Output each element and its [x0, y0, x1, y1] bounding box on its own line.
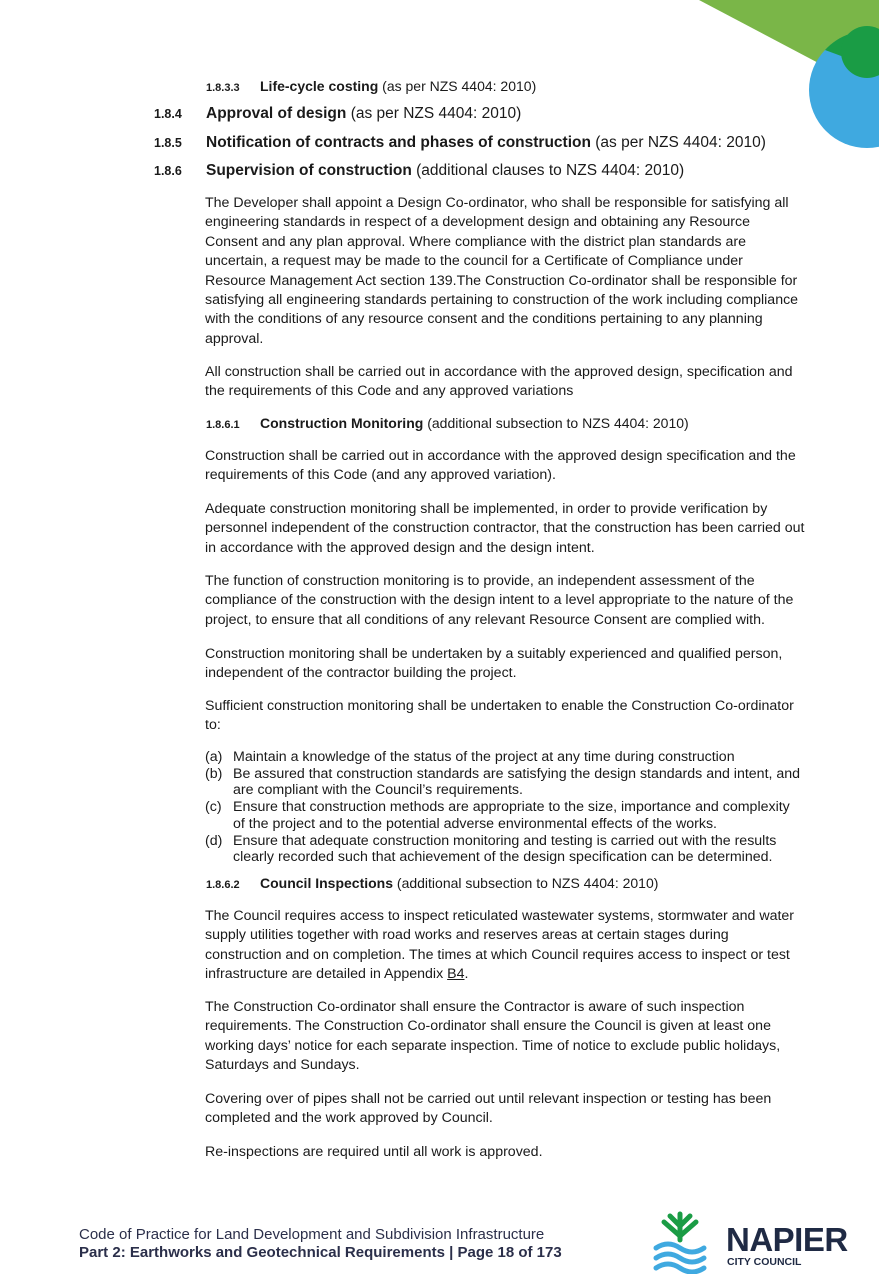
paragraph: Sufficient construction monitoring shall be undertaken to enable the Construction Co-ordinator to:	[205, 698, 794, 734]
paragraph-text: The Council requires access to inspect reticulated wastewater systems, stormwater and water supply utilities together with road works and reserves areas at certain stages during construction and on completion. The times at which Council requires access to inspect or test infrastructure are detailed in Appendix	[205, 908, 795, 983]
paragraph-text: .	[464, 966, 469, 983]
list-item	[205, 749, 805, 766]
list-label: (b)	[205, 765, 223, 782]
paragraph: Covering over of pipes shall not be carried out until relevant inspection or testing has been completed and the work approved by Council.	[205, 1091, 772, 1127]
paragraph: The Construction Co-ordinator shall ensure the Contractor is aware of such inspection requirements. The Construction Co-ordinator shall ensure the Council is given at least one working days’ notice for each separate inspection. Time of notice to exclude public holidays, Saturdays and Sundays.	[205, 999, 781, 1074]
heading-title: Council Inspections	[260, 875, 394, 891]
heading-1-8-4	[154, 105, 521, 123]
napier-fern-wave-icon	[650, 1208, 730, 1274]
list-text: Ensure that construction methods are appropriate to the size, importance and complexity of the project and to the potential adverse environmental effects of the works.	[233, 799, 790, 832]
footer-document-title: Code of Practice for Land Development and Subdivision Infrastructure	[79, 1226, 545, 1243]
heading-number: 1.8.6.1	[206, 419, 240, 431]
heading-title: Approval of design	[206, 105, 347, 122]
list-text: Ensure that adequate construction monitoring and testing is carried out with the results clearly recorded such that achievement of the design specification can be determined.	[233, 832, 777, 866]
footer-part-page: Part 2: Earthworks and Geotechnical Requirements | Page 18 of 173	[79, 1244, 562, 1261]
logo-subtitle: CITY COUNCIL	[727, 1256, 802, 1268]
list-label: (d)	[205, 832, 223, 849]
heading-title: Notification of contracts and phases of construction	[206, 134, 591, 151]
heading-title: Supervision of construction	[206, 162, 412, 179]
heading-number: 1.8.6	[154, 164, 182, 178]
paragraph: Construction shall be carried out in accordance with the approved design specification and the requirements of this Code (and any approved variation).	[205, 448, 796, 484]
heading-title: Construction Monitoring	[260, 415, 424, 431]
heading-note: (as per NZS 4404: 2010)	[595, 134, 766, 151]
list-item	[205, 766, 805, 799]
heading-number: 1.8.5	[154, 136, 182, 150]
list-label: (c)	[205, 799, 222, 816]
heading-1-8-6	[154, 162, 684, 180]
heading-1-8-6-2	[206, 875, 658, 891]
monitoring-list	[205, 749, 805, 866]
heading-note: (as per NZS 4404: 2010)	[382, 78, 537, 94]
heading-1-8-3-3	[206, 78, 536, 94]
paragraph	[205, 907, 805, 985]
heading-note: (additional subsection to NZS 4404: 2010)	[427, 415, 689, 431]
paragraph: The Developer shall appoint a Design Co-ordinator, who shall be responsible for satisfying all engineering standards in respect of a development design and obtaining any Resource Consent and any plan approval. Where compliance with the district plan standards are uncertain, a request may be made to the council for a Certificate of Compliance under Resource Management Act section 139.The Construction Co-ordinator shall be responsible for satisfying all engineering standards pertaining to construction of the work including compliance with the conditions of any resource consent and the conditions pertaining to any planning approval.	[205, 195, 799, 347]
list-label: (a)	[205, 749, 223, 765]
paragraph: Construction monitoring shall be undertaken by a suitably experienced and qualified person, independent of the contractor building the project.	[205, 646, 783, 682]
list-item	[205, 799, 805, 832]
appendix-link[interactable]: B4	[447, 966, 465, 983]
heading-number: 1.8.3.3	[206, 82, 240, 94]
list-text: Be assured that construction standards are satisfying the design standards and intent, and are compliant with the Council’s requirements.	[233, 765, 801, 799]
heading-title: Life-cycle costing	[260, 78, 379, 94]
paragraph: The function of construction monitoring is to provide, an independent assessment of the compliance of the construction with the design intent to a level appropriate to the nature of the project, to ensure that all conditions of any relevant Resource Consent are complied with.	[205, 573, 794, 628]
logo-wordmark: NAPIER	[726, 1221, 848, 1258]
heading-note: (as per NZS 4404: 2010)	[350, 105, 522, 122]
list-item	[205, 833, 805, 866]
heading-number: 1.8.4	[154, 107, 182, 121]
list-text: Maintain a knowledge of the status of the project at any time during construction	[233, 749, 735, 765]
heading-1-8-6-1	[206, 415, 689, 431]
heading-1-8-5	[154, 134, 766, 152]
paragraph: Adequate construction monitoring shall be implemented, in order to provide verification by personnel independent of the construction contractor, that the construction has been carried out in accordance with the approved design and the design intent.	[205, 501, 805, 556]
paragraph: All construction shall be carried out in accordance with the approved design, specification and the requirements of this Code and any approved variations	[205, 364, 793, 400]
heading-number: 1.8.6.2	[206, 879, 240, 891]
heading-note: (additional subsection to NZS 4404: 2010)	[396, 875, 659, 891]
paragraph: Re-inspections are required until all work is approved.	[205, 1144, 543, 1160]
heading-note: (additional clauses to NZS 4404: 2010)	[416, 162, 685, 179]
